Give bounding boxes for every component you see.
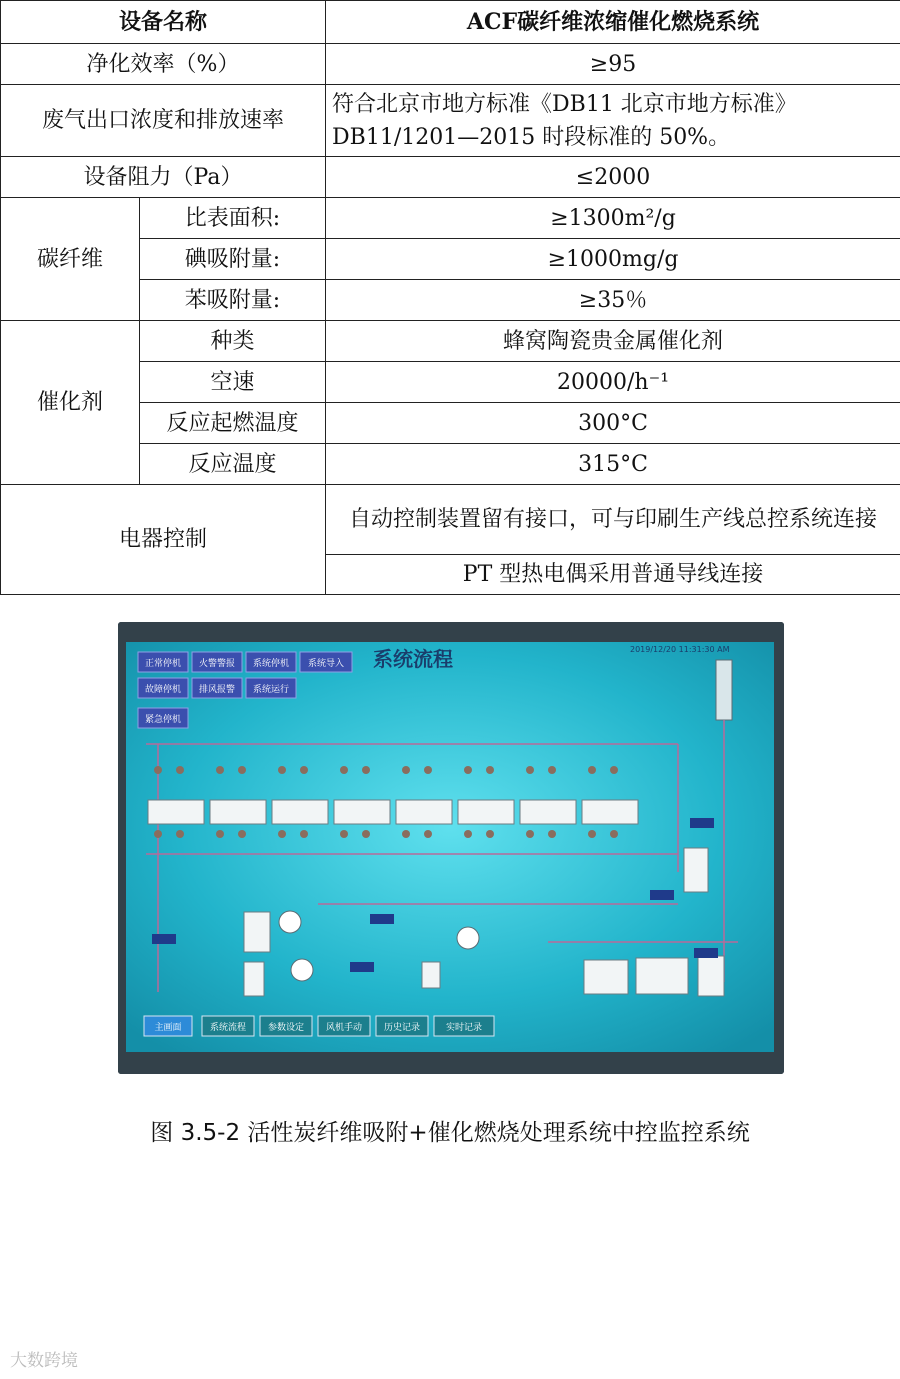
row-label: 设备阻力（Pa） <box>1 157 326 198</box>
filter-icon <box>422 962 440 988</box>
row-value: 315°C <box>326 444 900 485</box>
row-value: PT 型热电偶采用普通导线连接 <box>326 555 900 595</box>
readout-box <box>690 818 714 828</box>
top-button-label: 系统运行 <box>252 685 290 695</box>
adsorption-bed-icon <box>396 800 452 824</box>
tab-label: 历史记录 <box>383 1023 421 1033</box>
fan-icon <box>279 911 301 933</box>
row-label: 废气出口浓度和排放速率 <box>1 85 326 157</box>
filter-icon <box>244 912 270 952</box>
tab-label: 实时记录 <box>445 1023 483 1033</box>
adsorption-bed-icon <box>148 800 204 824</box>
row-label: 苯吸附量: <box>140 280 326 321</box>
table-header-row <box>1 1 900 44</box>
adsorption-bed-icon <box>210 800 266 824</box>
tab-label: 系统流程 <box>209 1023 247 1033</box>
tab-label: 参数设定 <box>267 1023 305 1033</box>
row-value: 300°C <box>326 403 900 444</box>
watermark: 大数跨境 <box>10 1351 78 1371</box>
row-value-line: 符合北京市地方标准《DB11 北京市地方标准》 <box>332 91 797 117</box>
header-value-cell: ACF碳纤维浓缩催化燃烧系统 <box>326 1 900 44</box>
tab-label: 风机手动 <box>325 1023 363 1033</box>
fan-icon <box>457 927 479 949</box>
row-label: 净化效率（%） <box>1 44 326 85</box>
readout-box <box>694 948 718 958</box>
row-value: 20000/h⁻¹ <box>326 362 900 403</box>
table-row <box>1 44 900 85</box>
top-button-label: 系统停机 <box>252 659 290 669</box>
row-value <box>326 85 900 157</box>
row-value-line: DB11/1201—2015 时段标准的 50%。 <box>332 124 731 150</box>
adsorption-bed-icon <box>334 800 390 824</box>
table-row <box>1 198 900 239</box>
top-button-label: 排风报警 <box>198 685 236 695</box>
figure-caption: 图 3.5-2 活性炭纤维吸附+催化燃烧处理系统中控监控系统 <box>150 1120 750 1146</box>
row-value: ≥35％ <box>326 280 900 321</box>
monitor-screen <box>118 622 784 1074</box>
row-value: 自动控制装置留有接口，可与印刷生产线总控系统连接 <box>326 485 900 555</box>
adsorption-bed-icon <box>272 800 328 824</box>
adsorption-bed-icon <box>520 800 576 824</box>
top-button-label: 紧急停机 <box>144 715 182 725</box>
group-label: 催化剂 <box>1 321 140 485</box>
row-label: 种类 <box>140 321 326 362</box>
row-label: 比表面积: <box>140 198 326 239</box>
row-value: ≥1300m²/g <box>326 198 900 239</box>
header-name-cell: 设备名称 <box>1 1 326 44</box>
table-row <box>1 157 900 198</box>
group-label: 碳纤维 <box>1 198 140 321</box>
readout-box <box>650 890 674 900</box>
readout-box <box>370 914 394 924</box>
heater-icon <box>584 960 628 994</box>
row-value: ≥1000mg/g <box>326 239 900 280</box>
readout-box <box>350 962 374 972</box>
spec-table <box>0 0 900 595</box>
adsorption-bed-icon <box>458 800 514 824</box>
monitor-screen-photo <box>118 622 784 1074</box>
row-value: ≥95 <box>326 44 900 85</box>
screen-timestamp: 2019/12/20 11:31:30 AM <box>630 645 730 654</box>
tab-label: 主画面 <box>154 1023 182 1033</box>
table-row <box>1 321 900 362</box>
row-value: 蜂窝陶瓷贵金属催化剂 <box>326 321 900 362</box>
row-label: 反应温度 <box>140 444 326 485</box>
adsorption-bed-icon <box>582 800 638 824</box>
cooler-icon <box>698 956 724 996</box>
table-row <box>1 485 900 555</box>
screen-title: 系统流程 <box>373 647 453 671</box>
readout-box <box>152 934 176 944</box>
fan-icon <box>291 959 313 981</box>
top-button-label: 火警警报 <box>198 659 236 669</box>
row-label: 空速 <box>140 362 326 403</box>
filter-icon <box>244 962 264 996</box>
heat-exchanger-icon <box>684 848 708 892</box>
chimney-icon <box>716 660 732 720</box>
top-button-label: 系统导入 <box>307 659 345 669</box>
row-label: 碘吸附量: <box>140 239 326 280</box>
row-label: 电器控制 <box>1 485 326 595</box>
top-button-label: 正常停机 <box>144 659 182 669</box>
row-value: ≤2000 <box>326 157 900 198</box>
catalytic-bed-icon <box>636 958 688 994</box>
row-label: 反应起燃温度 <box>140 403 326 444</box>
table-row <box>1 85 900 157</box>
top-button-label: 故障停机 <box>144 685 182 695</box>
